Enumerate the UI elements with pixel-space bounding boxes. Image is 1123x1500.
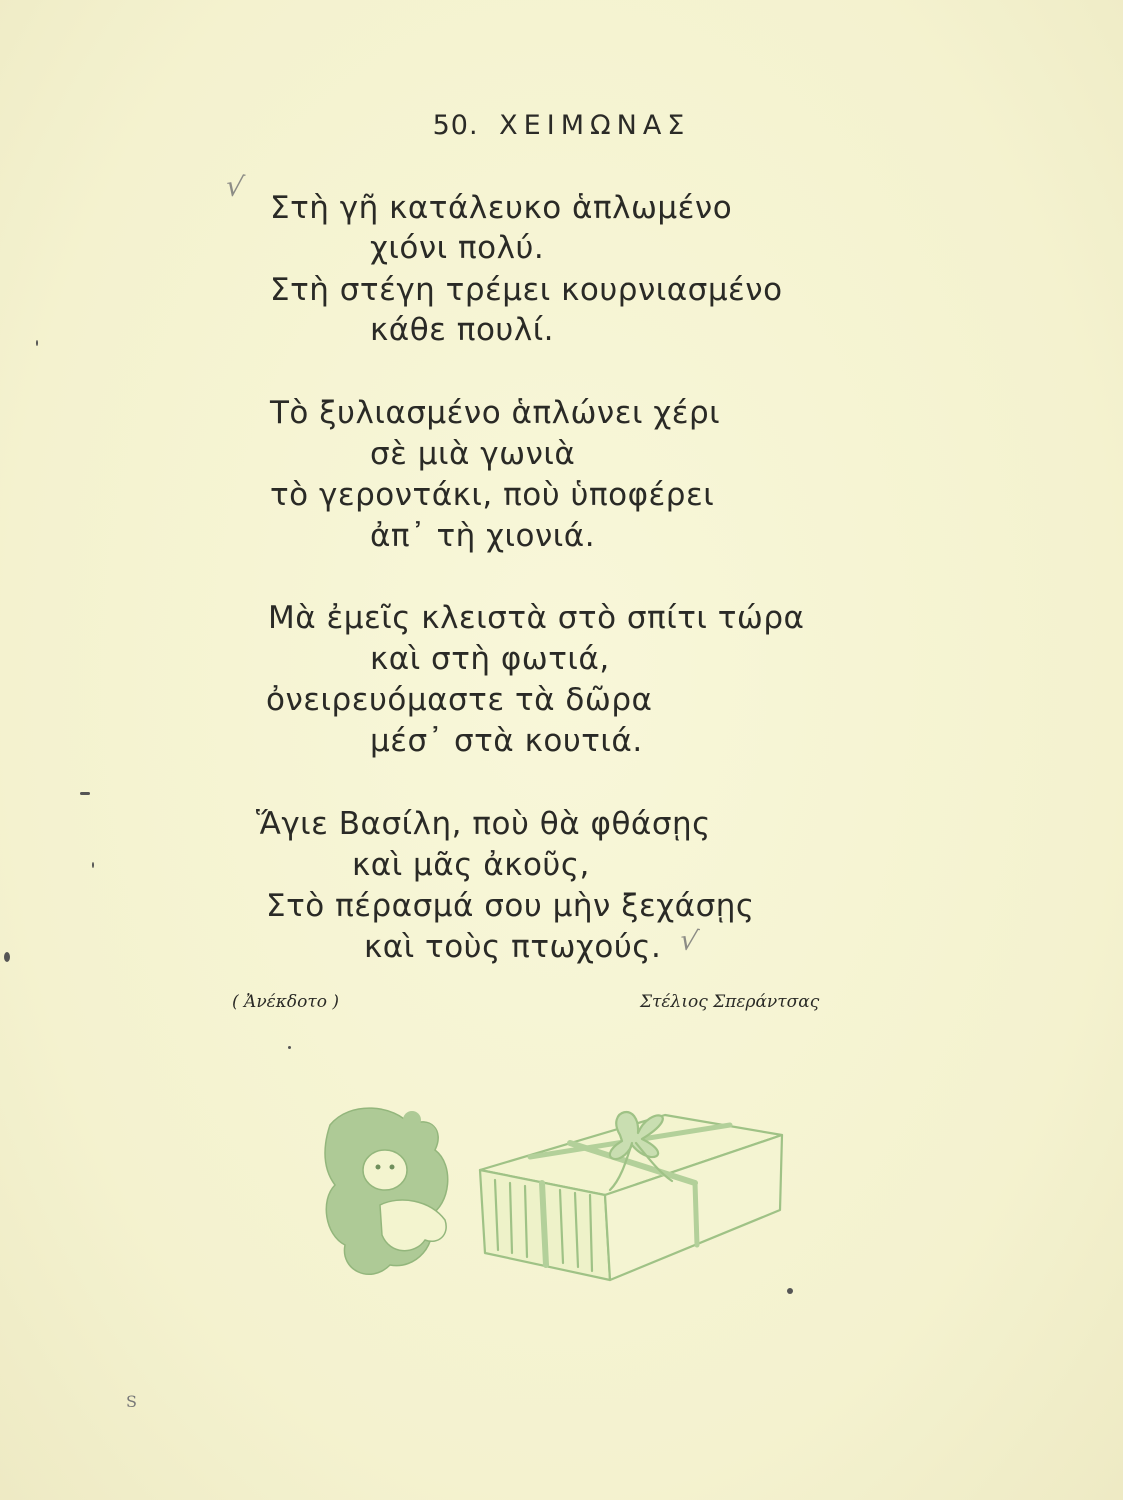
footnote-unpublished: ( Ἀνέκδοτο ) [232, 992, 340, 1012]
poem-line: καὶ τοὺς πτωχούς. [364, 929, 662, 965]
poem-line: Ἅγιε Βασίλη, ποὺ θὰ φθάσῃς [256, 806, 711, 842]
speck [787, 1288, 793, 1294]
poem-line: σὲ μιὰ γωνιὰ [370, 436, 576, 472]
speck [4, 952, 10, 962]
checkmark-icon: √ [223, 168, 247, 205]
poem-title-text: ΧΕΙΜΩΝΑΣ [499, 110, 691, 141]
poem-line: Στὴ στέγη τρέμει κουρνιασμένο [270, 272, 783, 308]
poem-line: χιόνι πολύ. [370, 230, 545, 266]
speck [92, 862, 94, 868]
gift-box-with-bow-and-doll-icon [320, 1095, 790, 1295]
author-name: Στέλιος Σπεράντσας [640, 992, 820, 1012]
poem-line: Στὴ γῆ κατάλευκο ἁπλωμένο [270, 190, 733, 226]
speck [36, 340, 38, 346]
poem-line: καὶ στὴ φωτιά, [370, 641, 610, 677]
poem-line: μέσ᾽ στὰ κουτιά. [370, 723, 643, 759]
checkmark-icon: √ [677, 922, 701, 959]
poem-line: τὸ γεροντάκι, ποὺ ὑποφέρει [270, 477, 715, 513]
page-mark: S [126, 1392, 137, 1411]
poem-line: κάθε πουλί. [370, 312, 555, 348]
poem-number: 50. [432, 110, 479, 141]
poem-title [0, 110, 1123, 141]
poem-line: Στὸ πέρασμά σου μὴν ξεχάσῃς [266, 888, 755, 924]
speck [288, 1046, 291, 1049]
poem-line: Τὸ ξυλιασμένο ἁπλώνει χέρι [270, 395, 721, 431]
poem-line: ὀνειρευόμαστε τὰ δῶρα [266, 682, 653, 718]
speck [80, 792, 90, 795]
poem-line: Μὰ ἐμεῖς κλειστὰ στὸ σπίτι τώρα [268, 600, 805, 636]
poem-line: ἀπ᾽ τὴ χιονιά. [370, 518, 596, 554]
poem-line: καὶ μᾶς ἀκοῦς, [352, 847, 590, 883]
